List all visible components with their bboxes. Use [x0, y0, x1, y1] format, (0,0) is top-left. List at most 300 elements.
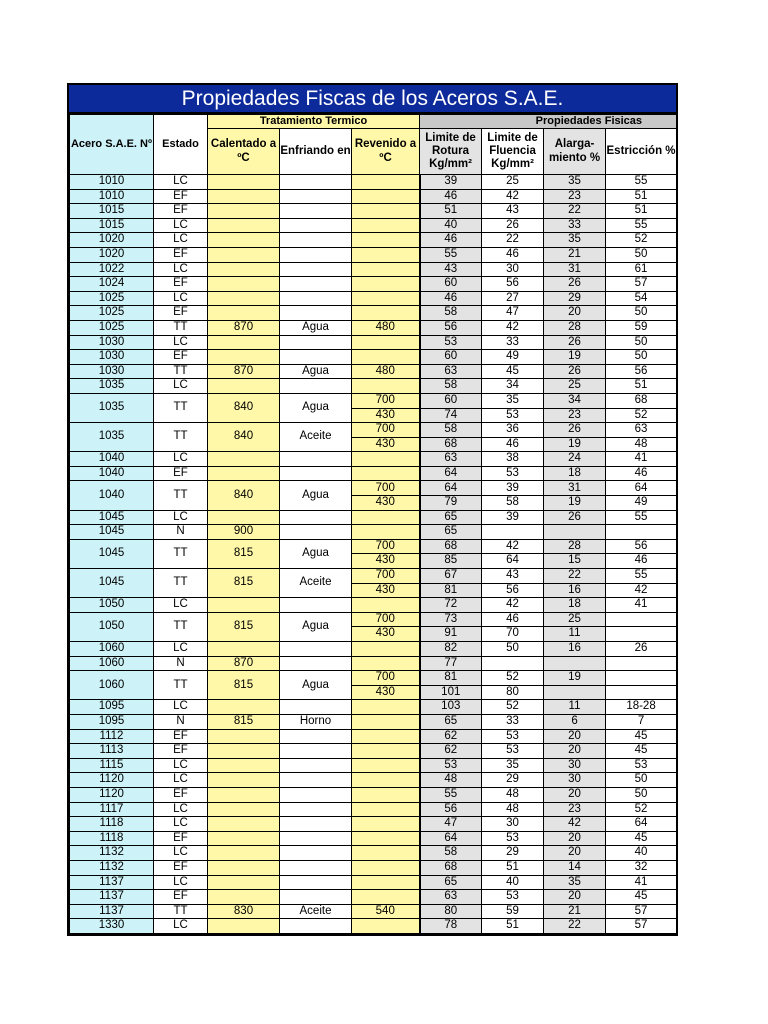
cell-estado: N	[154, 656, 208, 671]
cell-estriccion: 57	[606, 904, 677, 919]
cell-estriccion: 68	[606, 393, 677, 408]
cell-calentado: 870	[208, 364, 280, 379]
cell-revenido	[352, 890, 420, 905]
cell-alargamiento: 20	[544, 729, 606, 744]
cell-enfriando	[280, 277, 352, 292]
cell-calentado	[208, 233, 280, 248]
table-row	[70, 744, 677, 759]
cell-revenido	[352, 510, 420, 525]
cell-acero: 1035	[70, 423, 154, 452]
cell-enfriando: Agua	[280, 481, 352, 510]
cell-fluencia: 42	[482, 598, 544, 613]
cell-estado: LC	[154, 817, 208, 832]
cell-fluencia: 70	[482, 627, 544, 642]
cell-estado: TT	[154, 393, 208, 422]
cell-estriccion: 52	[606, 233, 677, 248]
cell-rotura: 103	[420, 700, 482, 715]
header-calentado: Calentado a ºC	[208, 129, 280, 175]
cell-alargamiento: 16	[544, 642, 606, 657]
cell-revenido: 700	[352, 569, 420, 584]
cell-estriccion: 48	[606, 437, 677, 452]
header-enfriando: Enfriando en	[280, 129, 352, 175]
table-row	[70, 598, 677, 613]
table-row	[70, 729, 677, 744]
cell-revenido	[352, 802, 420, 817]
cell-calentado: 900	[208, 525, 280, 540]
cell-calentado	[208, 510, 280, 525]
table-row	[70, 831, 677, 846]
cell-enfriando	[280, 525, 352, 540]
cell-estado: N	[154, 714, 208, 729]
cell-revenido	[352, 598, 420, 613]
cell-enfriando	[280, 758, 352, 773]
cell-estado: TT	[154, 904, 208, 919]
cell-acero: 1050	[70, 612, 154, 641]
cell-alargamiento: 31	[544, 262, 606, 277]
cell-fluencia: 22	[482, 233, 544, 248]
cell-estriccion	[606, 685, 677, 700]
cell-estado: LC	[154, 846, 208, 861]
cell-rotura: 81	[420, 671, 482, 686]
cell-alargamiento	[544, 656, 606, 671]
cell-estado: LC	[154, 452, 208, 467]
cell-revenido: 540	[352, 904, 420, 919]
cell-rotura: 65	[420, 525, 482, 540]
table-row	[70, 539, 677, 554]
cell-alargamiento	[544, 525, 606, 540]
cell-acero: 1030	[70, 364, 154, 379]
table-row	[70, 364, 677, 379]
cell-alargamiento: 21	[544, 904, 606, 919]
cell-calentado	[208, 262, 280, 277]
cell-estriccion: 45	[606, 890, 677, 905]
cell-estriccion: 64	[606, 817, 677, 832]
cell-calentado: 815	[208, 612, 280, 641]
cell-estado: LC	[154, 175, 208, 190]
cell-estriccion: 55	[606, 218, 677, 233]
cell-estriccion: 50	[606, 247, 677, 262]
cell-fluencia: 42	[482, 320, 544, 335]
cell-acero: 1050	[70, 598, 154, 613]
cell-estado: LC	[154, 700, 208, 715]
cell-revenido	[352, 452, 420, 467]
cell-revenido	[352, 189, 420, 204]
cell-fluencia: 38	[482, 452, 544, 467]
cell-estado: EF	[154, 277, 208, 292]
cell-estado: EF	[154, 189, 208, 204]
cell-alargamiento: 35	[544, 175, 606, 190]
cell-fluencia: 26	[482, 218, 544, 233]
header-rotura: Limite de Rotura Kg/mm²	[420, 129, 482, 175]
cell-estriccion	[606, 627, 677, 642]
cell-fluencia: 43	[482, 569, 544, 584]
cell-estado: LC	[154, 262, 208, 277]
cell-enfriando	[280, 656, 352, 671]
cell-alargamiento: 20	[544, 831, 606, 846]
cell-acero: 1045	[70, 539, 154, 568]
header-revenido: Revenido a ºC	[352, 129, 420, 175]
cell-rotura: 64	[420, 466, 482, 481]
cell-revenido: 430	[352, 496, 420, 511]
cell-rotura: 46	[420, 291, 482, 306]
cell-fluencia: 51	[482, 860, 544, 875]
cell-calentado	[208, 919, 280, 934]
cell-enfriando	[280, 890, 352, 905]
cell-estado: LC	[154, 233, 208, 248]
cell-acero: 1024	[70, 277, 154, 292]
cell-alargamiento: 26	[544, 277, 606, 292]
cell-alargamiento: 11	[544, 627, 606, 642]
cell-rotura: 51	[420, 204, 482, 219]
cell-estriccion: 49	[606, 496, 677, 511]
cell-rotura: 63	[420, 890, 482, 905]
cell-rotura: 78	[420, 919, 482, 934]
cell-fluencia: 33	[482, 714, 544, 729]
cell-revenido	[352, 875, 420, 890]
cell-acero: 1095	[70, 714, 154, 729]
cell-fluencia: 27	[482, 291, 544, 306]
cell-revenido	[352, 335, 420, 350]
cell-revenido	[352, 787, 420, 802]
cell-revenido: 480	[352, 320, 420, 335]
cell-enfriando	[280, 350, 352, 365]
table-row	[70, 175, 677, 190]
cell-calentado	[208, 773, 280, 788]
cell-enfriando	[280, 802, 352, 817]
cell-fluencia: 53	[482, 744, 544, 759]
cell-estriccion: 32	[606, 860, 677, 875]
cell-estado: LC	[154, 510, 208, 525]
cell-revenido: 430	[352, 583, 420, 598]
table-row	[70, 291, 677, 306]
cell-rotura: 60	[420, 277, 482, 292]
cell-calentado: 815	[208, 714, 280, 729]
cell-rotura: 56	[420, 320, 482, 335]
cell-enfriando	[280, 846, 352, 861]
table-row	[70, 846, 677, 861]
header-fluencia: Limite de Fluencia Kg/mm²	[482, 129, 544, 175]
cell-alargamiento: 25	[544, 379, 606, 394]
cell-fluencia: 49	[482, 350, 544, 365]
cell-enfriando: Horno	[280, 714, 352, 729]
cell-estado: EF	[154, 204, 208, 219]
cell-fluencia: 29	[482, 846, 544, 861]
cell-revenido	[352, 773, 420, 788]
cell-fluencia: 33	[482, 335, 544, 350]
table-row	[70, 204, 677, 219]
cell-estriccion: 56	[606, 539, 677, 554]
cell-estriccion: 51	[606, 379, 677, 394]
cell-calentado: 870	[208, 320, 280, 335]
cell-rotura: 58	[420, 423, 482, 438]
cell-alargamiento: 21	[544, 247, 606, 262]
cell-estriccion: 50	[606, 306, 677, 321]
cell-estriccion: 18-28	[606, 700, 677, 715]
cell-calentado: 815	[208, 671, 280, 700]
group-tratamiento-termico: Tratamiento Termico	[208, 115, 420, 129]
cell-calentado	[208, 306, 280, 321]
cell-rotura: 72	[420, 598, 482, 613]
cell-estriccion: 7	[606, 714, 677, 729]
cell-estado: LC	[154, 758, 208, 773]
cell-rotura: 47	[420, 817, 482, 832]
cell-acero: 1060	[70, 671, 154, 700]
cell-revenido	[352, 466, 420, 481]
cell-calentado	[208, 277, 280, 292]
cell-acero: 1137	[70, 875, 154, 890]
cell-calentado	[208, 350, 280, 365]
cell-alargamiento	[544, 685, 606, 700]
cell-fluencia: 51	[482, 919, 544, 934]
cell-fluencia: 42	[482, 189, 544, 204]
cell-estriccion: 50	[606, 787, 677, 802]
cell-rotura: 67	[420, 569, 482, 584]
header-estriccion: Estricción %	[606, 129, 677, 175]
cell-fluencia: 35	[482, 758, 544, 773]
cell-enfriando	[280, 247, 352, 262]
cell-calentado	[208, 758, 280, 773]
cell-alargamiento: 42	[544, 817, 606, 832]
cell-revenido	[352, 291, 420, 306]
cell-estado: LC	[154, 875, 208, 890]
cell-acero: 1137	[70, 904, 154, 919]
cell-revenido	[352, 350, 420, 365]
cell-rotura: 79	[420, 496, 482, 511]
cell-estado: LC	[154, 802, 208, 817]
steel-properties-table	[69, 114, 677, 934]
table-row	[70, 350, 677, 365]
cell-enfriando	[280, 452, 352, 467]
cell-alargamiento: 18	[544, 598, 606, 613]
table-row	[70, 423, 677, 438]
cell-calentado	[208, 291, 280, 306]
cell-fluencia: 56	[482, 583, 544, 598]
cell-fluencia: 45	[482, 364, 544, 379]
cell-revenido	[352, 846, 420, 861]
cell-fluencia	[482, 525, 544, 540]
cell-fluencia: 43	[482, 204, 544, 219]
cell-calentado	[208, 860, 280, 875]
cell-revenido: 700	[352, 539, 420, 554]
cell-rotura: 82	[420, 642, 482, 657]
cell-acero: 1132	[70, 860, 154, 875]
table-row	[70, 262, 677, 277]
cell-acero: 1045	[70, 510, 154, 525]
cell-revenido	[352, 700, 420, 715]
cell-acero: 1118	[70, 817, 154, 832]
cell-alargamiento: 26	[544, 364, 606, 379]
cell-enfriando	[280, 189, 352, 204]
cell-revenido: 430	[352, 408, 420, 423]
cell-estado: EF	[154, 306, 208, 321]
cell-alargamiento: 22	[544, 569, 606, 584]
cell-rotura: 56	[420, 802, 482, 817]
cell-rotura: 64	[420, 831, 482, 846]
cell-acero: 1132	[70, 846, 154, 861]
cell-fluencia: 47	[482, 306, 544, 321]
cell-enfriando	[280, 335, 352, 350]
cell-rotura: 48	[420, 773, 482, 788]
cell-estado: TT	[154, 539, 208, 568]
cell-calentado	[208, 817, 280, 832]
cell-estriccion: 55	[606, 175, 677, 190]
cell-estriccion: 50	[606, 335, 677, 350]
cell-alargamiento: 30	[544, 758, 606, 773]
cell-estado: LC	[154, 218, 208, 233]
cell-enfriando	[280, 379, 352, 394]
cell-acero: 1060	[70, 656, 154, 671]
cell-revenido	[352, 306, 420, 321]
cell-estriccion: 52	[606, 408, 677, 423]
cell-alargamiento: 33	[544, 218, 606, 233]
cell-rotura: 55	[420, 247, 482, 262]
cell-revenido: 430	[352, 627, 420, 642]
cell-fluencia: 53	[482, 729, 544, 744]
cell-rotura: 91	[420, 627, 482, 642]
cell-estriccion: 59	[606, 320, 677, 335]
cell-revenido	[352, 729, 420, 744]
cell-calentado	[208, 831, 280, 846]
table-row	[70, 306, 677, 321]
cell-revenido	[352, 379, 420, 394]
cell-estriccion	[606, 671, 677, 686]
cell-fluencia: 29	[482, 773, 544, 788]
cell-alargamiento: 23	[544, 189, 606, 204]
cell-estado: TT	[154, 612, 208, 641]
cell-alargamiento: 28	[544, 539, 606, 554]
cell-revenido: 480	[352, 364, 420, 379]
cell-enfriando	[280, 510, 352, 525]
cell-estriccion: 54	[606, 291, 677, 306]
cell-estriccion: 64	[606, 481, 677, 496]
cell-estado: LC	[154, 598, 208, 613]
cell-acero: 1025	[70, 320, 154, 335]
cell-enfriando	[280, 466, 352, 481]
table-row	[70, 890, 677, 905]
cell-calentado: 840	[208, 393, 280, 422]
table-row	[70, 218, 677, 233]
cell-alargamiento: 19	[544, 671, 606, 686]
cell-estado: EF	[154, 350, 208, 365]
cell-alargamiento: 34	[544, 393, 606, 408]
cell-fluencia: 46	[482, 612, 544, 627]
cell-alargamiento: 29	[544, 291, 606, 306]
table-row	[70, 773, 677, 788]
cell-rotura: 62	[420, 744, 482, 759]
cell-fluencia: 46	[482, 437, 544, 452]
cell-rotura: 63	[420, 364, 482, 379]
table-row	[70, 919, 677, 934]
cell-calentado	[208, 218, 280, 233]
cell-acero: 1020	[70, 247, 154, 262]
cell-enfriando	[280, 642, 352, 657]
cell-estado: EF	[154, 787, 208, 802]
cell-rotura: 64	[420, 481, 482, 496]
cell-fluencia: 30	[482, 262, 544, 277]
cell-alargamiento: 35	[544, 875, 606, 890]
cell-estado: TT	[154, 364, 208, 379]
cell-acero: 1113	[70, 744, 154, 759]
cell-acero: 1045	[70, 525, 154, 540]
cell-enfriando	[280, 598, 352, 613]
cell-revenido	[352, 860, 420, 875]
cell-estriccion: 45	[606, 729, 677, 744]
table-row	[70, 233, 677, 248]
cell-fluencia: 50	[482, 642, 544, 657]
cell-enfriando: Aceite	[280, 423, 352, 452]
cell-fluencia: 25	[482, 175, 544, 190]
cell-enfriando	[280, 175, 352, 190]
cell-estriccion: 41	[606, 452, 677, 467]
cell-enfriando	[280, 875, 352, 890]
cell-acero: 1035	[70, 379, 154, 394]
cell-calentado	[208, 247, 280, 262]
cell-alargamiento: 26	[544, 335, 606, 350]
cell-alargamiento: 15	[544, 554, 606, 569]
cell-fluencia: 34	[482, 379, 544, 394]
cell-calentado: 830	[208, 904, 280, 919]
cell-acero: 1035	[70, 393, 154, 422]
cell-enfriando: Aceite	[280, 569, 352, 598]
cell-rotura: 43	[420, 262, 482, 277]
cell-enfriando	[280, 291, 352, 306]
header-acero: Acero S.A.E. Nº	[70, 115, 154, 175]
table-row	[70, 642, 677, 657]
cell-fluencia: 58	[482, 496, 544, 511]
cell-fluencia: 48	[482, 787, 544, 802]
cell-fluencia: 53	[482, 890, 544, 905]
cell-rotura: 58	[420, 379, 482, 394]
cell-acero: 1030	[70, 350, 154, 365]
cell-calentado	[208, 379, 280, 394]
cell-acero: 1010	[70, 175, 154, 190]
cell-enfriando	[280, 233, 352, 248]
cell-calentado	[208, 466, 280, 481]
table-row	[70, 758, 677, 773]
cell-estriccion: 26	[606, 642, 677, 657]
cell-enfriando	[280, 729, 352, 744]
cell-revenido	[352, 817, 420, 832]
cell-revenido	[352, 175, 420, 190]
cell-acero: 1015	[70, 218, 154, 233]
cell-rotura: 46	[420, 189, 482, 204]
cell-rotura: 77	[420, 656, 482, 671]
cell-alargamiento: 18	[544, 466, 606, 481]
cell-alargamiento: 25	[544, 612, 606, 627]
cell-estriccion	[606, 656, 677, 671]
cell-estriccion: 52	[606, 802, 677, 817]
cell-enfriando	[280, 262, 352, 277]
cell-rotura: 58	[420, 846, 482, 861]
cell-alargamiento: 14	[544, 860, 606, 875]
cell-calentado	[208, 175, 280, 190]
cell-estriccion: 55	[606, 510, 677, 525]
cell-revenido	[352, 525, 420, 540]
cell-rotura: 65	[420, 875, 482, 890]
cell-calentado	[208, 802, 280, 817]
cell-fluencia: 35	[482, 393, 544, 408]
cell-estado: TT	[154, 569, 208, 598]
steel-properties-sheet	[67, 83, 678, 936]
cell-fluencia: 59	[482, 904, 544, 919]
cell-enfriando	[280, 817, 352, 832]
cell-enfriando	[280, 306, 352, 321]
header-estado: Estado	[154, 115, 208, 175]
cell-fluencia: 53	[482, 408, 544, 423]
cell-acero: 1115	[70, 758, 154, 773]
cell-acero: 1112	[70, 729, 154, 744]
cell-enfriando	[280, 787, 352, 802]
